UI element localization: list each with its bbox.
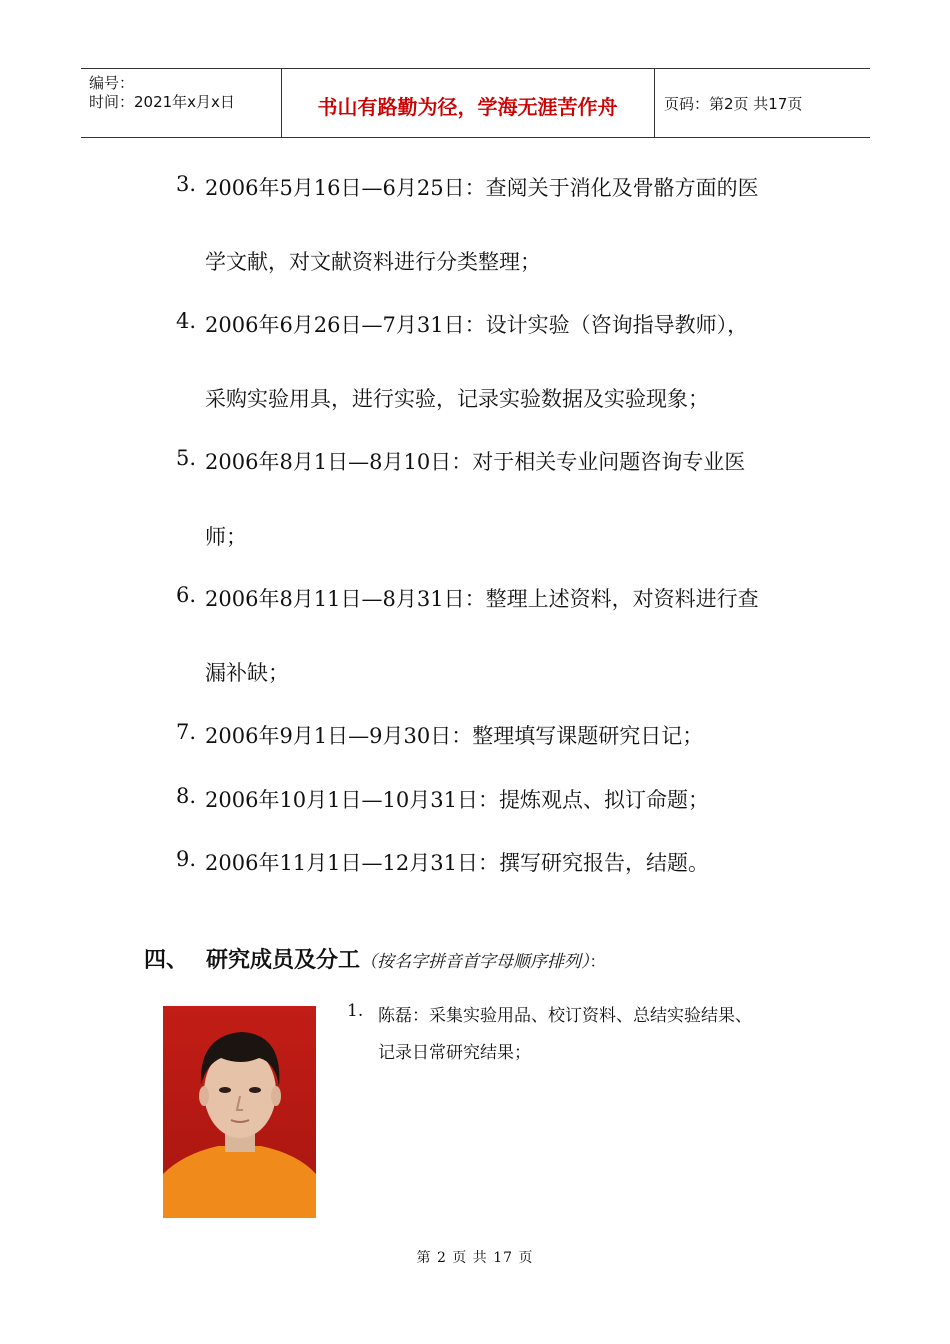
- item-number: 3.: [176, 172, 197, 196]
- item-text: 2006年5月16日—6月25日：查阅关于消化及骨骼方面的医: [205, 176, 759, 200]
- item-number: 8.: [176, 784, 197, 808]
- page-label: 页码：第2页 共17页: [664, 95, 803, 113]
- header-info-cell: [81, 69, 282, 137]
- member-number: 1.: [347, 1001, 364, 1021]
- item-number: 5.: [176, 446, 197, 470]
- portrait-image: [163, 1006, 316, 1218]
- motto-text: 书山有路勤为径，学海无涯苦作舟: [317, 95, 618, 119]
- item-number: 6.: [176, 583, 197, 607]
- item-text: 2006年8月11日—8月31日：整理上述资料，对资料进行查: [205, 587, 759, 611]
- item-number: 9.: [176, 847, 197, 871]
- member-duty-line2: 记录日常研究结果；: [378, 1043, 531, 1063]
- member-photo: [163, 1006, 316, 1218]
- header-motto-cell: [281, 69, 655, 137]
- date-label: 时间：2021年x月x日: [89, 93, 235, 111]
- member-duty-line1: 陈磊：采集实验用品、校订资料、总结实验结果、: [378, 1006, 752, 1026]
- page-footer: 第 2 页 共 17 页: [416, 1250, 534, 1266]
- section-title: 研究成员及分工: [206, 948, 361, 973]
- item-text: 2006年11月1日—12月31日：撰写研究报告，结题。: [205, 851, 709, 875]
- header-page-cell: [655, 69, 870, 137]
- item-text: 2006年9月1日—9月30日：整理填写课题研究日记；: [205, 724, 704, 748]
- section-heading: [144, 943, 606, 974]
- section-note: （按名字拼音首字母顺序排列）: [360, 952, 590, 972]
- serial-label: 编号：: [89, 74, 135, 92]
- item-number: 4.: [176, 309, 197, 333]
- item-text: 2006年10月1日—10月31日：提炼观点、拟订命题；: [205, 788, 709, 812]
- item-number: 7.: [176, 720, 197, 744]
- item-continuation: 采购实验用具，进行实验，记录实验数据及实验现象；: [205, 387, 709, 411]
- page-header: [81, 68, 870, 138]
- item-continuation: 学文献，对文献资料进行分类整理；: [205, 250, 541, 274]
- item-text: 2006年6月26日—7月31日：设计实验（咨询指导教师），: [205, 313, 749, 337]
- item-text: 2006年8月1日—8月10日：对于相关专业问题咨询专业医: [205, 450, 746, 474]
- item-continuation: 漏补缺；: [205, 661, 289, 685]
- item-continuation: 师；: [205, 525, 247, 549]
- section-number: 四、: [144, 948, 189, 973]
- section-colon: ：: [589, 952, 606, 971]
